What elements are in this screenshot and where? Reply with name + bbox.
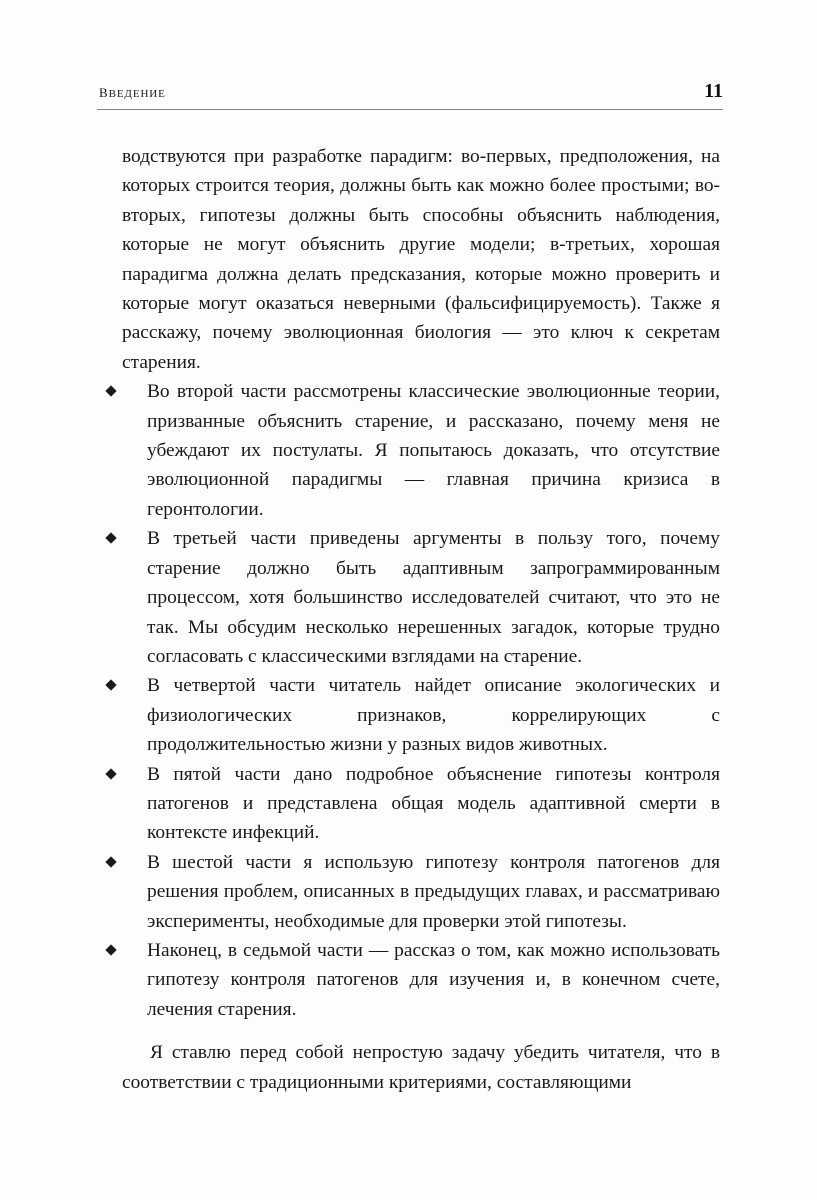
- running-head-title: введение: [99, 82, 166, 102]
- running-head: [97, 82, 723, 112]
- list-item-text: Наконец, в седьмой части — рассказ о том, как можно использовать гипотезу контроля патогенов для изучения и, в конечном счете, лечения старения.: [147, 939, 720, 1020]
- list-item-text: В четвертой части читатель найдет описание экологических и физиологических признаков, коррелирующих с продолжительностью жизни у разных видов животных.: [147, 675, 720, 756]
- diamond-bullet-icon: [105, 768, 116, 779]
- diamond-bullet-icon: [105, 533, 116, 544]
- summary-bullet-list: [122, 377, 720, 1024]
- diamond-bullet-icon: [105, 680, 116, 691]
- diamond-bullet-icon: [105, 856, 116, 867]
- list-item-text: В шестой части я использую гипотезу контроля патогенов для решения проблем, описанных в предыдущих главах, и рассматриваю эксперименты, необходимые для проверки этой гипотезы.: [147, 851, 720, 932]
- list-item: [122, 848, 720, 936]
- opening-paragraph: водствуются при разработке парадигм: во-первых, предположения, на которых строится теория, должны быть как можно более простыми; во-вторых, гипотезы должны быть способны объяснить наблюдения, которые не могут объяснить другие модели; в-третьих, хорошая парадигма должна делать предсказания, которые можно проверить и которые могут оказаться неверными (фальсифицируемость). Также я расскажу, почему эволюционная биология — это ключ к секретам старения.: [122, 146, 720, 373]
- list-item-text: Во второй части рассмотрены классические эволюционные теории, призванные объяснить старение, и рассказано, почему меня не убеждают их постулаты. Я попытаюсь доказать, что отсутствие эволюционной парадигмы — главная причина кризиса в геронтологии.: [147, 381, 720, 520]
- list-item: [122, 524, 720, 671]
- list-item-text: В пятой части дано подробное объяснение гипотезы контроля патогенов и представлена общая модель адаптивной смерти в контексте инфекций.: [147, 763, 720, 844]
- diamond-bullet-icon: [105, 944, 116, 955]
- list-item: [122, 936, 720, 1024]
- page-number: 11: [704, 80, 723, 102]
- paragraph-spacer: [122, 1024, 720, 1038]
- list-item: [122, 377, 720, 524]
- text-column: [122, 142, 720, 1097]
- closing-paragraph: Я ставлю перед собой непростую задачу убедить читателя, что в соответствии с традиционными критериями, составляющими: [122, 1042, 720, 1093]
- list-item: [122, 671, 720, 759]
- header-rule: [97, 109, 723, 110]
- list-item-text: В третьей части приведены аргументы в пользу того, почему старение должно быть адаптивным запрограммированным процессом, хотя большинство исследователей считают, что это не так. Мы обсудим несколько нерешенных загадок, которые трудно согласовать с классическими взглядами на старение.: [147, 528, 720, 667]
- diamond-bullet-icon: [105, 386, 116, 397]
- list-item: [122, 760, 720, 848]
